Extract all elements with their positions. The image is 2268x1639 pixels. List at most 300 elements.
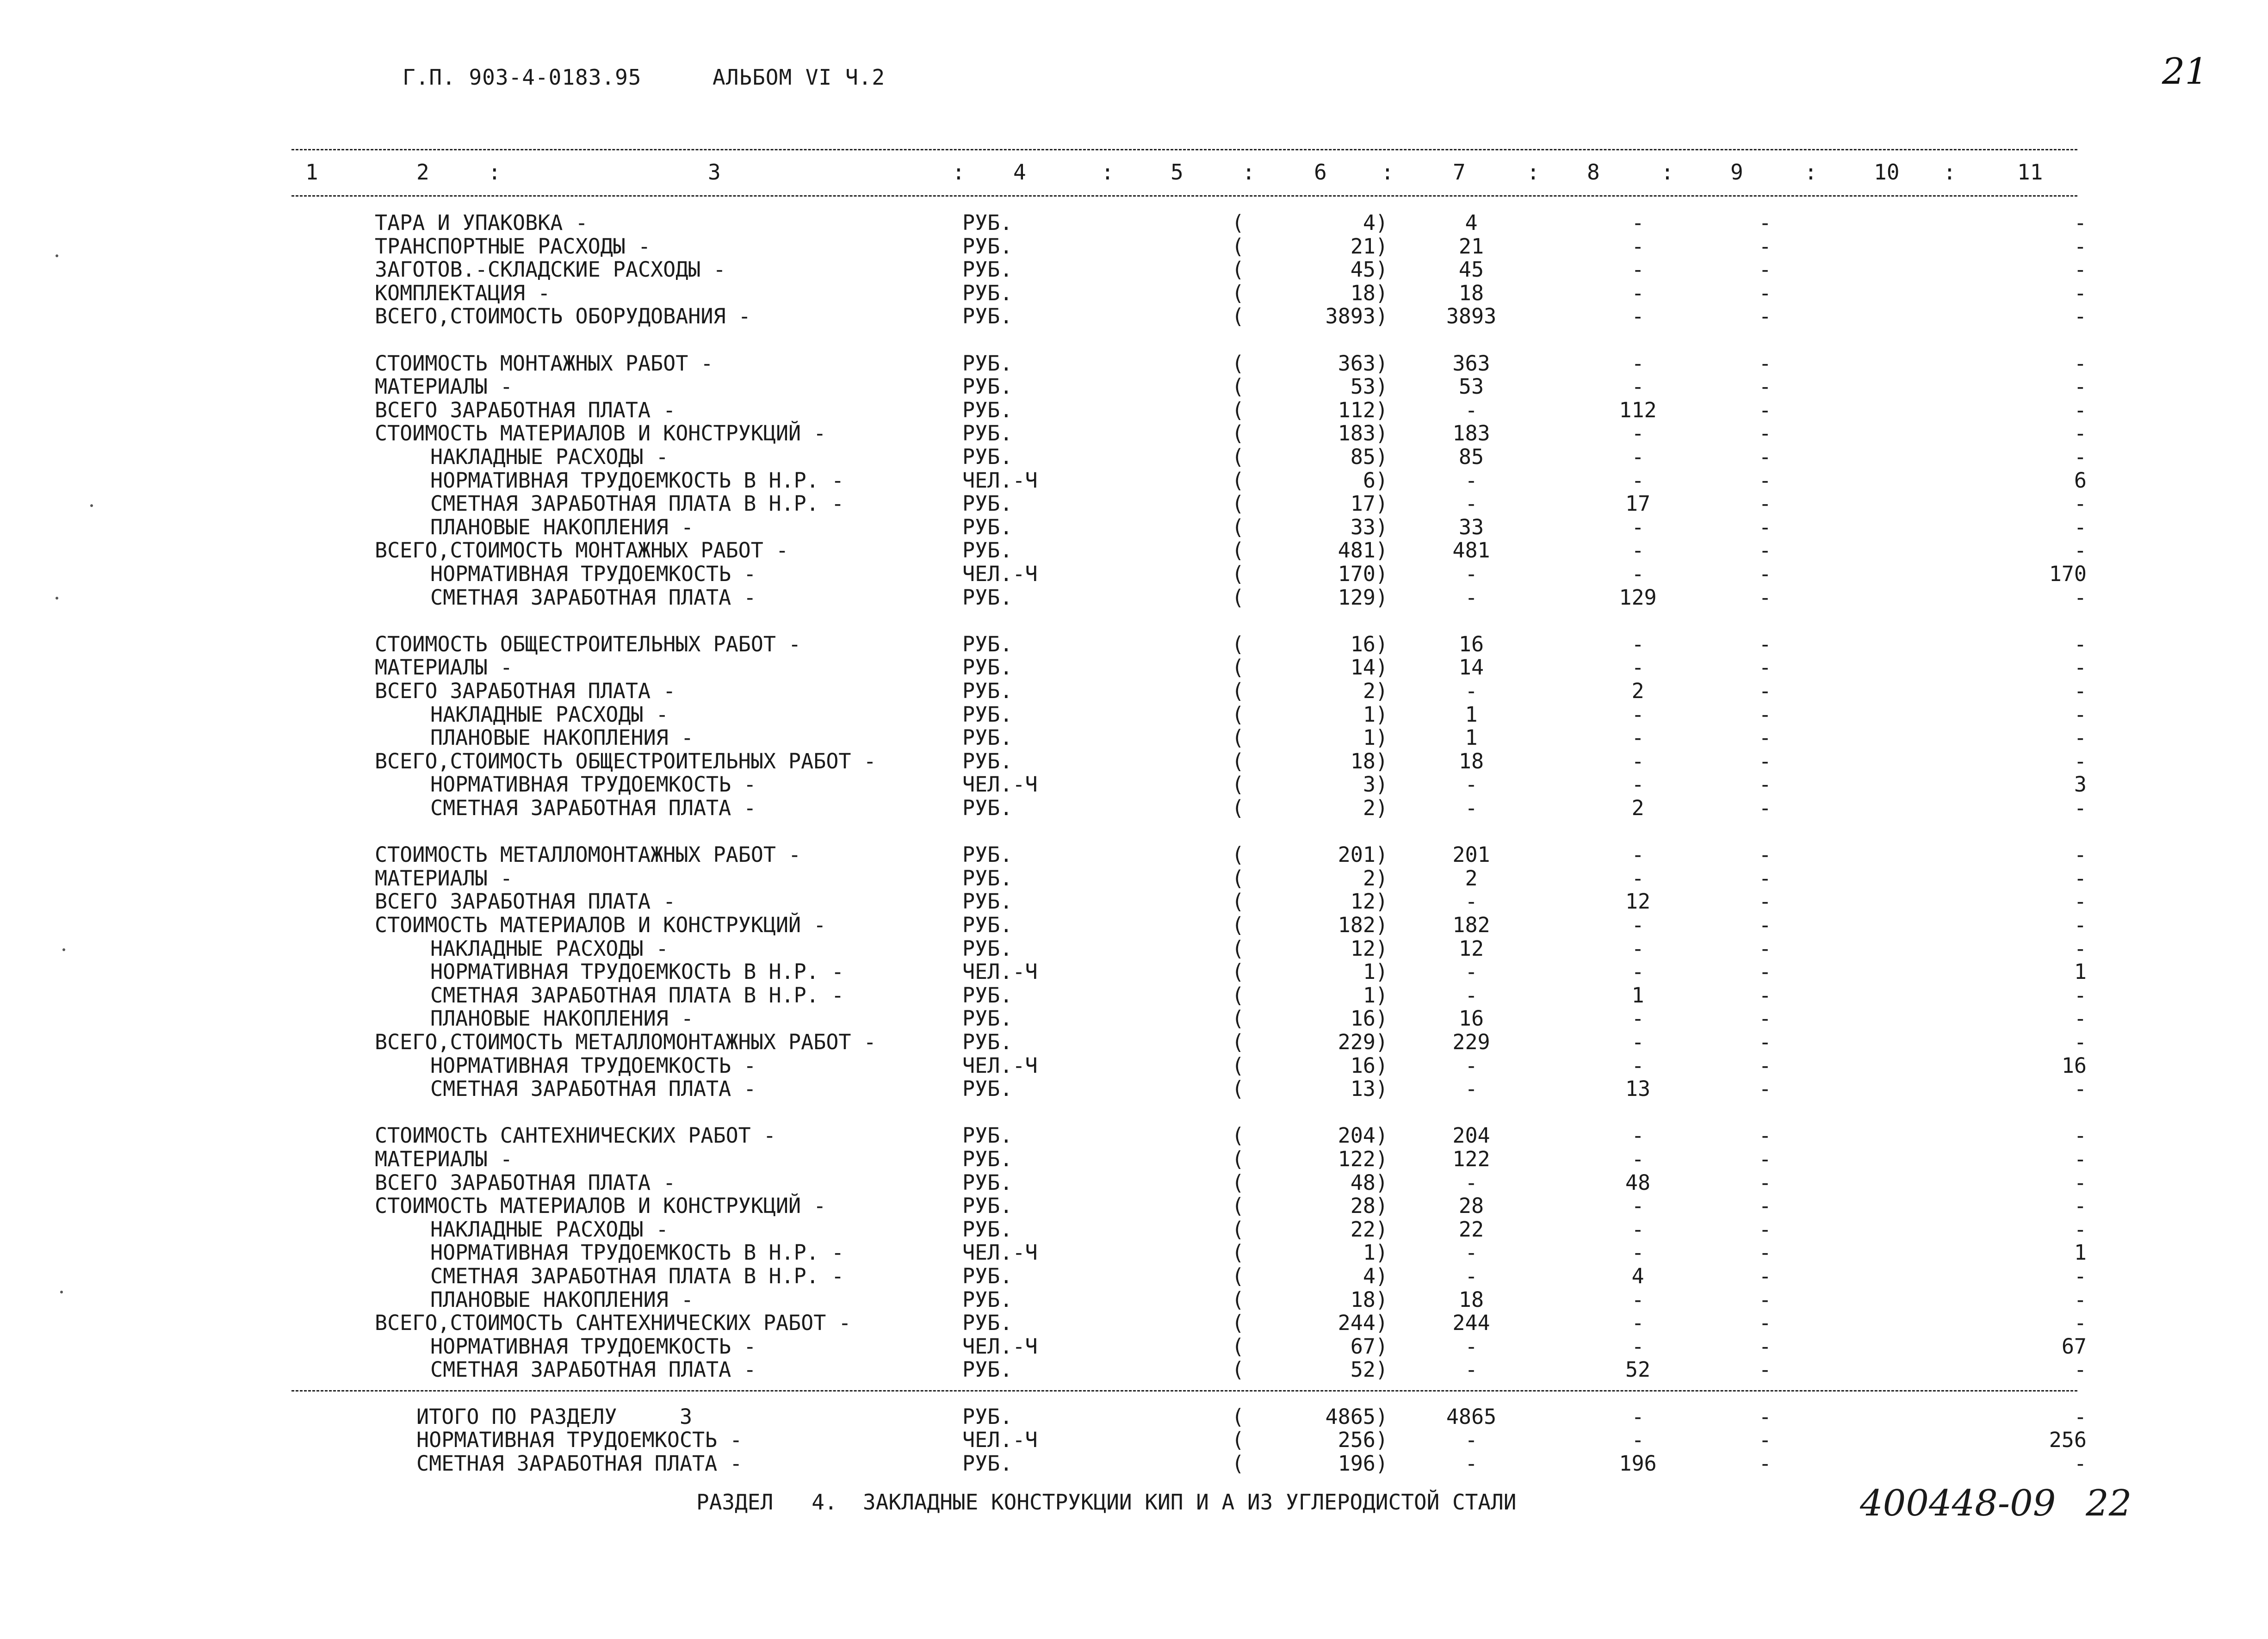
unit-cell: ЧЕЛ.-Ч — [962, 959, 1038, 984]
value-col9: - — [1759, 772, 1772, 797]
value-col11: - — [2074, 351, 2087, 376]
value-col6: 12) — [1350, 889, 1388, 914]
column-number: 4 — [1013, 160, 1026, 185]
value-col9: - — [1759, 1311, 1772, 1335]
column-separator: : — [1242, 160, 1255, 185]
unit-cell: РУБ. — [962, 210, 1013, 235]
value-col8: - — [1631, 655, 1644, 680]
paren-mark: ( — [1232, 679, 1245, 703]
value-col7: - — [1465, 491, 1478, 516]
column-number: 5 — [1171, 160, 1184, 185]
table-row — [0, 749, 2268, 772]
row-label: ИТОГО ПО РАЗДЕЛУ 3 — [416, 1404, 693, 1429]
value-col9: - — [1759, 936, 1772, 961]
row-label: ВСЕГО ЗАРАБОТНАЯ ПЛАТА - — [375, 679, 676, 703]
paren-mark: ( — [1232, 585, 1245, 610]
value-col7: 45 — [1458, 257, 1484, 282]
table-row — [0, 936, 2268, 959]
column-number: 2 — [416, 160, 429, 185]
value-col7: 122 — [1452, 1147, 1490, 1171]
unit-cell: РУБ. — [962, 796, 1013, 820]
value-col11: - — [2074, 913, 2087, 937]
paren-mark: ( — [1232, 983, 1245, 1008]
row-label: МАТЕРИАЛЫ - — [375, 866, 513, 891]
row-label: КОМПЛЕКТАЦИЯ - — [375, 281, 551, 305]
unit-cell: РУБ. — [962, 983, 1013, 1008]
value-col6: 1) — [1363, 983, 1388, 1008]
row-label: НОРМАТИВНАЯ ТРУДОЕМКОСТЬ В Н.Р. - — [430, 1240, 844, 1265]
value-col9: - — [1759, 1357, 1772, 1382]
table-row — [0, 445, 2268, 468]
table-row — [0, 1311, 2268, 1334]
unit-cell: РУБ. — [962, 889, 1013, 914]
value-col7: 182 — [1452, 913, 1490, 937]
row-label: ВСЕГО ЗАРАБОТНАЯ ПЛАТА - — [375, 1170, 676, 1195]
table-row — [0, 491, 2268, 514]
value-col7: 1 — [1465, 725, 1478, 750]
paren-mark: ( — [1232, 1451, 1245, 1476]
value-col11: - — [2074, 1451, 2087, 1476]
paren-mark: ( — [1232, 1170, 1245, 1195]
value-col7: 481 — [1452, 538, 1490, 563]
stamp-number-text: 400448-09 — [1860, 1483, 2056, 1524]
value-col9: - — [1759, 796, 1772, 820]
value-col6: 12) — [1350, 936, 1388, 961]
value-col6: 122) — [1338, 1147, 1388, 1171]
column-number: 10 — [1874, 160, 1900, 185]
value-col11: 6 — [2074, 468, 2087, 493]
paren-mark: ( — [1232, 772, 1245, 797]
row-label: НАКЛАДНЫЕ РАСХОДЫ - — [430, 936, 669, 961]
table-row — [0, 281, 2268, 304]
unit-cell: РУБ. — [962, 351, 1013, 376]
value-col7: 363 — [1452, 351, 1490, 376]
column-number-header — [291, 160, 2077, 187]
value-col7: 21 — [1458, 234, 1484, 259]
value-col11: - — [2074, 281, 2087, 305]
value-col8: - — [1631, 749, 1644, 773]
value-col8: - — [1631, 936, 1644, 961]
value-col8: - — [1631, 632, 1644, 656]
unit-cell: РУБ. — [962, 1287, 1013, 1312]
value-col6: 183) — [1338, 421, 1388, 445]
value-col9: - — [1759, 959, 1772, 984]
value-col6: 4865) — [1325, 1404, 1388, 1429]
row-label: НОРМАТИВНАЯ ТРУДОЕМКОСТЬ В Н.Р. - — [430, 959, 844, 984]
value-col9: - — [1759, 1030, 1772, 1054]
value-col11: - — [2074, 234, 2087, 259]
value-col7: 22 — [1458, 1217, 1484, 1242]
paren-mark: ( — [1232, 491, 1245, 516]
unit-cell: РУБ. — [962, 632, 1013, 656]
value-col6: 16) — [1350, 1053, 1388, 1078]
value-col11: - — [2074, 1357, 2087, 1382]
paren-mark: ( — [1232, 1264, 1245, 1288]
paren-mark: ( — [1232, 257, 1245, 282]
value-col7: 12 — [1458, 936, 1484, 961]
value-col8: 112 — [1619, 398, 1657, 422]
value-col7: - — [1465, 772, 1478, 797]
row-label: ПЛАНОВЫЕ НАКОПЛЕНИЯ - — [430, 515, 694, 539]
value-col7: - — [1465, 679, 1478, 703]
paren-mark: ( — [1232, 1006, 1245, 1031]
paren-mark: ( — [1232, 842, 1245, 867]
value-col7: 16 — [1458, 632, 1484, 656]
value-col6: 45) — [1350, 257, 1388, 282]
row-label: СМЕТНАЯ ЗАРАБОТНАЯ ПЛАТА В Н.Р. - — [430, 1264, 844, 1288]
section-total-rule — [291, 1390, 2077, 1392]
value-col8: - — [1631, 702, 1644, 727]
value-col11: - — [2074, 585, 2087, 610]
unit-cell: РУБ. — [962, 1030, 1013, 1054]
value-col11: - — [2074, 1170, 2087, 1195]
row-label: СТОИМОСТЬ МАТЕРИАЛОВ И КОНСТРУКЦИЙ - — [375, 421, 826, 445]
column-number: 7 — [1453, 160, 1466, 185]
unit-cell: РУБ. — [962, 936, 1013, 961]
value-col9: - — [1759, 632, 1772, 656]
value-col7: 183 — [1452, 421, 1490, 445]
value-col7: 14 — [1458, 655, 1484, 680]
value-col6: 67) — [1350, 1334, 1388, 1359]
value-col7: 16 — [1458, 1006, 1484, 1031]
row-label: СМЕТНАЯ ЗАРАБОТНАЯ ПЛАТА - — [430, 585, 756, 610]
row-label: НОРМАТИВНАЯ ТРУДОЕМКОСТЬ - — [430, 1334, 756, 1359]
value-col9: - — [1759, 1194, 1772, 1218]
header-rule — [291, 195, 2077, 197]
unit-cell: РУБ. — [962, 725, 1013, 750]
value-col9: - — [1759, 1264, 1772, 1288]
table-row — [0, 842, 2268, 866]
value-col8: - — [1631, 772, 1644, 797]
row-label: ВСЕГО,СТОИМОСТЬ МЕТАЛЛОМОНТАЖНЫХ РАБОТ - — [375, 1030, 876, 1054]
value-col6: 1) — [1363, 959, 1388, 984]
unit-cell: РУБ. — [962, 491, 1013, 516]
value-col11: - — [2074, 1217, 2087, 1242]
row-label: ПЛАНОВЫЕ НАКОПЛЕНИЯ - — [430, 725, 694, 750]
unit-cell: РУБ. — [962, 585, 1013, 610]
unit-cell: ЧЕЛ.-Ч — [962, 1240, 1038, 1265]
value-col6: 129) — [1338, 585, 1388, 610]
value-col11: - — [2074, 445, 2087, 469]
paren-mark: ( — [1232, 1404, 1245, 1429]
value-col11: - — [2074, 304, 2087, 328]
paren-mark: ( — [1232, 1428, 1245, 1452]
next-page-number: 22 — [2086, 1483, 2132, 1524]
value-col9: - — [1759, 1006, 1772, 1031]
value-col6: 18) — [1350, 1287, 1388, 1312]
row-label: НАКЛАДНЫЕ РАСХОДЫ - — [430, 445, 669, 469]
value-col7: - — [1465, 1053, 1478, 1078]
value-col8: - — [1631, 842, 1644, 867]
row-label: СТОИМОСТЬ ОБЩЕСТРОИТЕЛЬНЫХ РАБОТ - — [375, 632, 801, 656]
row-label: ВСЕГО ЗАРАБОТНАЯ ПЛАТА - — [375, 889, 676, 914]
value-col6: 363) — [1338, 351, 1388, 376]
paren-mark: ( — [1232, 210, 1245, 235]
value-col8: - — [1631, 374, 1644, 399]
value-col6: 28) — [1350, 1194, 1388, 1218]
value-col11: - — [2074, 1404, 2087, 1429]
value-col8: - — [1631, 1240, 1644, 1265]
paren-mark: ( — [1232, 1053, 1245, 1078]
row-label: НОРМАТИВНАЯ ТРУДОЕМКОСТЬ - — [430, 772, 756, 797]
row-label: ВСЕГО,СТОИМОСТЬ ОБОРУДОВАНИЯ - — [375, 304, 751, 328]
value-col8: - — [1631, 866, 1644, 891]
value-col7: - — [1465, 1264, 1478, 1288]
value-col9: - — [1759, 210, 1772, 235]
value-col7: 1 — [1465, 702, 1478, 727]
value-col9: - — [1759, 421, 1772, 445]
unit-cell: РУБ. — [962, 1451, 1013, 1476]
paren-mark: ( — [1232, 749, 1245, 773]
value-col11: - — [2074, 1311, 2087, 1335]
unit-cell: РУБ. — [962, 842, 1013, 867]
value-col8: - — [1631, 562, 1644, 586]
row-label: ВСЕГО,СТОИМОСТЬ САНТЕХНИЧЕСКИХ РАБОТ - — [375, 1311, 851, 1335]
value-col8: 129 — [1619, 585, 1657, 610]
column-number: 1 — [305, 160, 318, 185]
table-row — [0, 398, 2268, 421]
table-row — [0, 1357, 2268, 1380]
value-col9: - — [1759, 257, 1772, 282]
value-col8: 196 — [1619, 1451, 1657, 1476]
next-section-title: РАЗДЕЛ 4. ЗАКЛАДНЫЕ КОНСТРУКЦИИ КИП И А ИЗ УГЛЕРОДИСТОЙ СТАЛИ — [696, 1490, 1517, 1515]
column-separator: : — [952, 160, 965, 185]
value-col9: - — [1759, 562, 1772, 586]
value-col11: 170 — [2049, 562, 2087, 586]
table-row — [0, 1428, 2268, 1451]
table-row — [0, 889, 2268, 912]
value-col7: - — [1465, 1428, 1478, 1452]
paren-mark: ( — [1232, 1076, 1245, 1101]
value-col7: - — [1465, 796, 1478, 820]
value-col11: - — [2074, 398, 2087, 422]
value-col9: - — [1759, 655, 1772, 680]
value-col9: - — [1759, 1147, 1772, 1171]
value-col6: 48) — [1350, 1170, 1388, 1195]
paren-mark: ( — [1232, 562, 1245, 586]
value-col9: - — [1759, 1240, 1772, 1265]
value-col9: - — [1759, 1451, 1772, 1476]
row-label: СТОИМОСТЬ МОНТАЖНЫХ РАБОТ - — [375, 351, 713, 376]
value-col6: 481) — [1338, 538, 1388, 563]
value-col11: 67 — [2061, 1334, 2087, 1359]
column-separator: : — [1381, 160, 1394, 185]
unit-cell: РУБ. — [962, 702, 1013, 727]
album-label: АЛЬБОМ VI Ч.2 — [713, 65, 886, 90]
value-col9: - — [1759, 983, 1772, 1008]
paren-mark: ( — [1232, 1147, 1245, 1171]
value-col7: - — [1465, 1451, 1478, 1476]
value-col11: - — [2074, 1287, 2087, 1312]
unit-cell: РУБ. — [962, 1147, 1013, 1171]
value-col8: - — [1631, 959, 1644, 984]
paren-mark: ( — [1232, 445, 1245, 469]
value-col8: - — [1631, 515, 1644, 539]
value-col9: - — [1759, 749, 1772, 773]
column-number: 3 — [708, 160, 721, 185]
unit-cell: РУБ. — [962, 866, 1013, 891]
value-col8: - — [1631, 1006, 1644, 1031]
value-col11: 3 — [2074, 772, 2087, 797]
value-col6: 33) — [1350, 515, 1388, 539]
table-row — [0, 468, 2268, 491]
table-row — [0, 351, 2268, 374]
value-col8: - — [1631, 725, 1644, 750]
unit-cell: РУБ. — [962, 398, 1013, 422]
table-row — [0, 1404, 2268, 1428]
value-col6: 229) — [1338, 1030, 1388, 1054]
value-col7: - — [1465, 1170, 1478, 1195]
row-label: ТРАНСПОРТНЫЕ РАСХОДЫ - — [375, 234, 651, 259]
value-col7: - — [1465, 1076, 1478, 1101]
value-col9: - — [1759, 585, 1772, 610]
unit-cell: РУБ. — [962, 445, 1013, 469]
value-col8: 1 — [1631, 983, 1644, 1008]
value-col9: - — [1759, 1053, 1772, 1078]
table-row — [0, 655, 2268, 678]
paren-mark: ( — [1232, 1311, 1245, 1335]
table-row — [0, 1194, 2268, 1217]
unit-cell: ЧЕЛ.-Ч — [962, 468, 1038, 493]
paren-mark: ( — [1232, 1194, 1245, 1218]
value-col7: 85 — [1458, 445, 1484, 469]
value-col11: 16 — [2061, 1053, 2087, 1078]
unit-cell: РУБ. — [962, 304, 1013, 328]
value-col6: 6) — [1363, 468, 1388, 493]
page-number: 21 — [2162, 51, 2208, 93]
value-col6: 16) — [1350, 632, 1388, 656]
unit-cell: РУБ. — [962, 1123, 1013, 1148]
paren-mark: ( — [1232, 234, 1245, 259]
row-label: НОРМАТИВНАЯ ТРУДОЕМКОСТЬ В Н.Р. - — [430, 468, 844, 493]
row-label: ТАРА И УПАКОВКА - — [375, 210, 588, 235]
table-row — [0, 234, 2268, 257]
unit-cell: РУБ. — [962, 1404, 1013, 1429]
table-row — [0, 632, 2268, 655]
table-row — [0, 1123, 2268, 1146]
table-row — [0, 515, 2268, 538]
table-row — [0, 1287, 2268, 1311]
row-label: НОРМАТИВНАЯ ТРУДОЕМКОСТЬ - — [430, 1053, 756, 1078]
table-row — [0, 1053, 2268, 1076]
value-col11: - — [2074, 842, 2087, 867]
unit-cell: РУБ. — [962, 749, 1013, 773]
table-row — [0, 679, 2268, 702]
value-col7: 4865 — [1446, 1404, 1497, 1429]
value-col8: 13 — [1625, 1076, 1651, 1101]
value-col8: - — [1631, 351, 1644, 376]
row-label: НАКЛАДНЫЕ РАСХОДЫ - — [430, 1217, 669, 1242]
table-row — [0, 702, 2268, 725]
value-col9: - — [1759, 842, 1772, 867]
value-col7: 18 — [1458, 1287, 1484, 1312]
value-col11: 1 — [2074, 959, 2087, 984]
value-col11: 256 — [2049, 1428, 2087, 1452]
value-col9: - — [1759, 889, 1772, 914]
unit-cell: РУБ. — [962, 374, 1013, 399]
paren-mark: ( — [1232, 374, 1245, 399]
value-col9: - — [1759, 1170, 1772, 1195]
unit-cell: РУБ. — [962, 655, 1013, 680]
value-col9: - — [1759, 515, 1772, 539]
value-col11: - — [2074, 702, 2087, 727]
table-row — [0, 772, 2268, 795]
value-col6: 182) — [1338, 913, 1388, 937]
value-col11: - — [2074, 889, 2087, 914]
value-col7: 18 — [1458, 281, 1484, 305]
value-col11: 1 — [2074, 1240, 2087, 1265]
scan-speck — [56, 254, 58, 257]
table-row — [0, 983, 2268, 1006]
table-row — [0, 1264, 2268, 1287]
unit-cell: ЧЕЛ.-Ч — [962, 1053, 1038, 1078]
table-row — [0, 585, 2268, 608]
value-col9: - — [1759, 304, 1772, 328]
value-col8: - — [1631, 1030, 1644, 1054]
table-row — [0, 210, 2268, 234]
value-col8: - — [1631, 1147, 1644, 1171]
paren-mark: ( — [1232, 421, 1245, 445]
value-col11: - — [2074, 866, 2087, 891]
value-col8: - — [1631, 1287, 1644, 1312]
value-col11: - — [2074, 1076, 2087, 1101]
value-col7: 204 — [1452, 1123, 1490, 1148]
row-label: ЗАГОТОВ.-СКЛАДСКИЕ РАСХОДЫ - — [375, 257, 726, 282]
value-col11: - — [2074, 1006, 2087, 1031]
value-col6: 18) — [1350, 749, 1388, 773]
value-col6: 13) — [1350, 1076, 1388, 1101]
value-col6: 14) — [1350, 655, 1388, 680]
value-col6: 2) — [1363, 866, 1388, 891]
value-col6: 196) — [1338, 1451, 1388, 1476]
value-col9: - — [1759, 538, 1772, 563]
unit-cell: РУБ. — [962, 1170, 1013, 1195]
value-col8: - — [1631, 1053, 1644, 1078]
value-col11: - — [2074, 515, 2087, 539]
value-col7: - — [1465, 889, 1478, 914]
value-col6: 3893) — [1325, 304, 1388, 328]
table-row — [0, 374, 2268, 397]
row-label: ВСЕГО ЗАРАБОТНАЯ ПЛАТА - — [375, 398, 676, 422]
paren-mark: ( — [1232, 1287, 1245, 1312]
value-col11: - — [2074, 936, 2087, 961]
value-col6: 244) — [1338, 1311, 1388, 1335]
value-col6: 85) — [1350, 445, 1388, 469]
column-separator: : — [488, 160, 501, 185]
value-col8: - — [1631, 468, 1644, 493]
table-row — [0, 1076, 2268, 1100]
unit-cell: ЧЕЛ.-Ч — [962, 1334, 1038, 1359]
row-label: ПЛАНОВЫЕ НАКОПЛЕНИЯ - — [430, 1006, 694, 1031]
value-col7: - — [1465, 1240, 1478, 1265]
value-col11: - — [2074, 1123, 2087, 1148]
value-col7: 33 — [1458, 515, 1484, 539]
value-col9: - — [1759, 1123, 1772, 1148]
value-col6: 204) — [1338, 1123, 1388, 1148]
paren-mark: ( — [1232, 866, 1245, 891]
value-col9: - — [1759, 468, 1772, 493]
paren-mark: ( — [1232, 632, 1245, 656]
value-col8: - — [1631, 421, 1644, 445]
paren-mark: ( — [1232, 1357, 1245, 1382]
value-col9: - — [1759, 725, 1772, 750]
value-col6: 201) — [1338, 842, 1388, 867]
row-label: ПЛАНОВЫЕ НАКОПЛЕНИЯ - — [430, 1287, 694, 1312]
paren-mark: ( — [1232, 796, 1245, 820]
value-col11: - — [2074, 1030, 2087, 1054]
row-label: МАТЕРИАЛЫ - — [375, 655, 513, 680]
value-col11: - — [2074, 725, 2087, 750]
